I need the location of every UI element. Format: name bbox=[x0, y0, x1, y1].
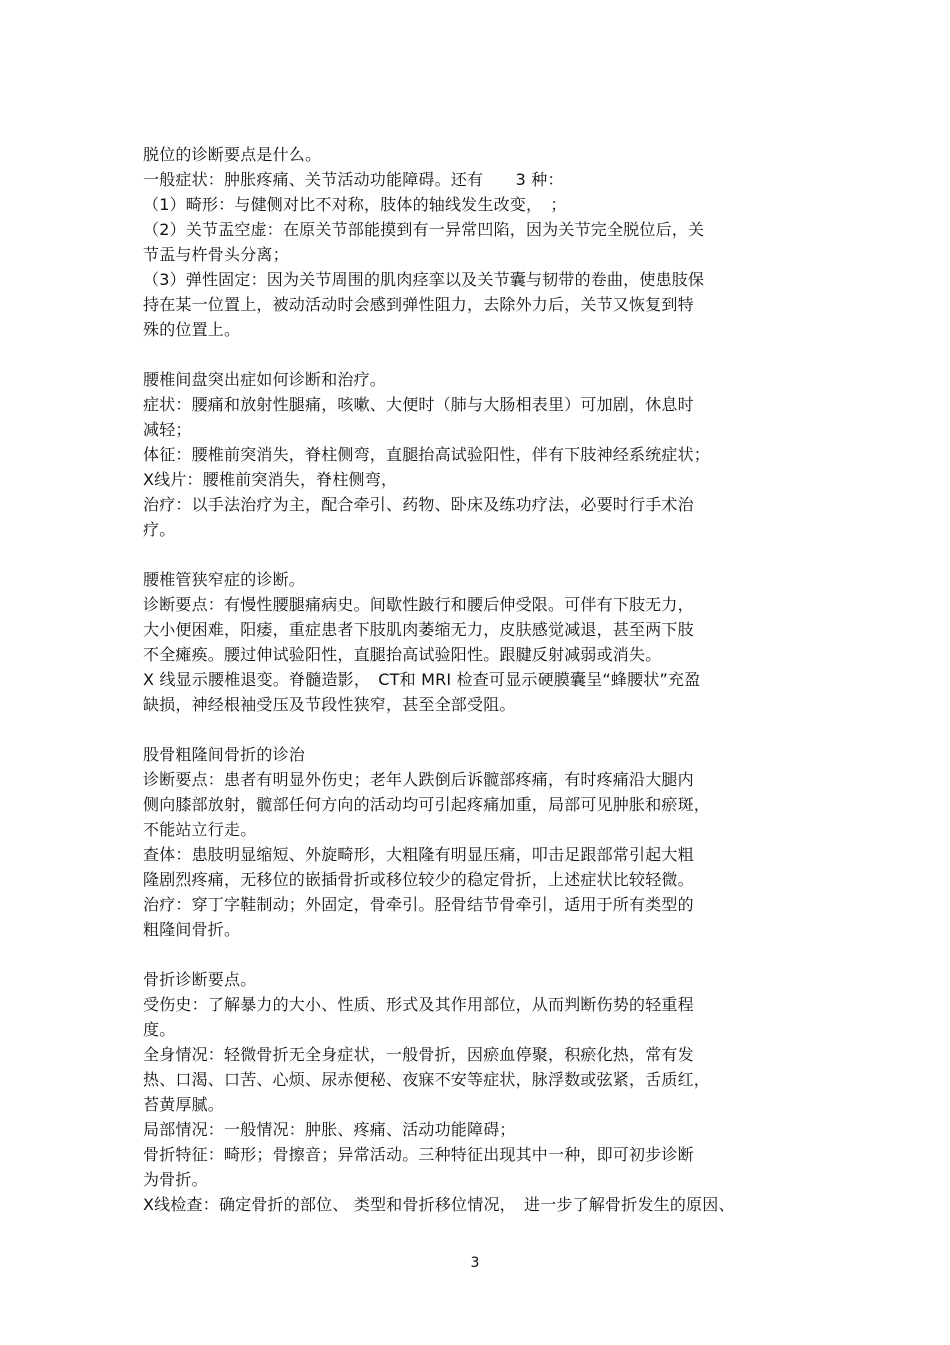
text-line: 缺损，神经根袖受压及节段性狭窄，甚至全部受阻。 bbox=[143, 695, 516, 714]
section-heading: 腰椎管狭窄症的诊断。 bbox=[143, 570, 306, 589]
text-line: 殊的位置上。 bbox=[143, 320, 241, 339]
text-line: 粗隆间骨折。 bbox=[143, 920, 241, 939]
text-line: 局部情况：一般情况：肿胀、疼痛、活动功能障碍； bbox=[143, 1120, 516, 1139]
text-line: 疗。 bbox=[143, 520, 176, 539]
text-line: 体征：腰椎前突消失，脊柱侧弯，直腿抬高试验阳性，伴有下肢神经系统症状； bbox=[143, 445, 711, 464]
text-line: 症状：腰痛和放射性腿痛，咳嗽、大便时（肺与大肠相表里）可加剧，休息时 bbox=[143, 395, 694, 414]
text-line: 治疗：穿丁字鞋制动；外固定，骨牵引。胫骨结节骨牵引，适用于所有类型的 bbox=[143, 895, 694, 914]
text-line: X线片：腰椎前突消失，脊柱侧弯， bbox=[143, 470, 398, 489]
text-line: 不能站立行走。 bbox=[143, 820, 257, 839]
text-line: 不全瘫痪。腰过伸试验阳性，直腿抬高试验阳性。跟腱反射减弱或消失。 bbox=[143, 645, 662, 664]
text-line: X 线显示腰椎退变。脊髓造影， CT和 MRI 检查可显示硬膜囊呈“蜂腰状”充盈 bbox=[143, 670, 701, 689]
section-heading: 股骨粗隆间骨折的诊治 bbox=[143, 745, 306, 764]
text-line: （3）弹性固定：因为关节周围的肌肉痉挛以及关节囊与韧带的卷曲，使患肢保 bbox=[143, 270, 705, 289]
text-line: 持在某一位置上，被动活动时会感到弹性阻力，去除外力后，关节又恢复到特 bbox=[143, 295, 694, 314]
text-line: 治疗：以手法治疗为主，配合牵引、药物、卧床及练功疗法，必要时行手术治 bbox=[143, 495, 694, 514]
page-number: 3 bbox=[470, 1255, 480, 1271]
text-line: 减轻； bbox=[143, 420, 192, 439]
text-line: 诊断要点：患者有明显外伤史；老年人跌倒后诉髋部疼痛，有时疼痛沿大腿内 bbox=[143, 770, 694, 789]
text-line: （1）畸形：与健侧对比不对称，肢体的轴线发生改变， ； bbox=[143, 195, 567, 214]
section-heading: 腰椎间盘突出症如何诊断和治疗。 bbox=[143, 370, 387, 389]
text-line: 为骨折。 bbox=[143, 1170, 208, 1189]
text-line: 骨折特征：畸形；骨擦音；异常活动。三种特征出现其中一种，即可初步诊断 bbox=[143, 1145, 694, 1164]
text-line: 热、口渴、口苦、心烦、尿赤便秘、夜寐不安等症状，脉浮数或弦紧，舌质红， bbox=[143, 1070, 711, 1089]
section-heading: 脱位的诊断要点是什么。 bbox=[143, 145, 322, 164]
text-line: 度。 bbox=[143, 1020, 176, 1039]
text-line: 受伤史：了解暴力的大小、性质、形式及其作用部位，从而判断伤势的轻重程 bbox=[143, 995, 694, 1014]
text-line: 查体：患肢明显缩短、外旋畸形，大粗隆有明显压痛，叩击足跟部常引起大粗 bbox=[143, 845, 694, 864]
text-line: 诊断要点：有慢性腰腿痛病史。间歇性跛行和腰后伸受限。可伴有下肢无力， bbox=[143, 595, 694, 614]
text-line: 大小便困难，阳痿，重症患者下肢肌肉萎缩无力，皮肤感觉减退，甚至两下肢 bbox=[143, 620, 694, 639]
text-line: 一般症状：肿胀疼痛、关节活动功能障碍。还有 3 种： bbox=[143, 170, 564, 189]
text-line: 全身情况：轻微骨折无全身症状，一般骨折，因瘀血停聚，积瘀化热，常有发 bbox=[143, 1045, 694, 1064]
section-heading: 骨折诊断要点。 bbox=[143, 970, 257, 989]
text-line: X线检查：确定骨折的部位、 类型和骨折移位情况， 进一步了解骨折发生的原因、 bbox=[143, 1195, 735, 1214]
text-line: 隆剧烈疼痛，无移位的嵌插骨折或移位较少的稳定骨折，上述症状比较轻微。 bbox=[143, 870, 694, 889]
text-line: 苔黄厚腻。 bbox=[143, 1095, 225, 1114]
text-line: （2）关节盂空虚：在原关节部能摸到有一异常凹陷，因为关节完全脱位后，关 bbox=[143, 220, 705, 239]
text-line: 侧向膝部放射，髋部任何方向的活动均可引起疼痛加重，局部可见肿胀和瘀斑， bbox=[143, 795, 711, 814]
text-line: 节盂与杵骨头分离； bbox=[143, 245, 289, 264]
